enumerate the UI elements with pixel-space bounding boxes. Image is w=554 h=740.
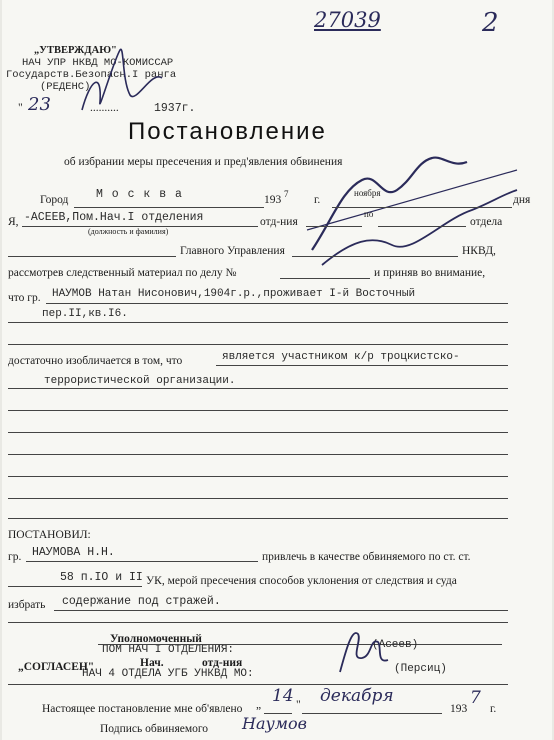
- city-month: ноября: [354, 188, 381, 198]
- authorized-line2: НАЧ 4 ОТДЕЛА УГБ УНКВД МО:: [82, 668, 254, 680]
- incriminated-underline: [216, 365, 508, 366]
- accused-value: НАУМОВА Н.Н.: [32, 546, 115, 559]
- accused-text: привлечь в качестве обвиняемого по ст. ст.: [262, 551, 471, 563]
- authorized-bottom-line: [8, 684, 508, 685]
- officer-caption: (должность и фамилия): [88, 227, 169, 236]
- blank-line3: [8, 432, 508, 433]
- announce-year-g: г.: [490, 703, 497, 715]
- measure-underline: [54, 610, 508, 611]
- measure-prefix: избрать: [8, 599, 46, 611]
- resolved-heading: ПОСТАНОВИЛ:: [8, 529, 91, 541]
- signature-label: Подпись обвиняемого: [100, 723, 209, 735]
- gu-right-underline: [292, 256, 458, 257]
- subject-underline: [46, 303, 508, 304]
- page-subtitle: об избрании меры пресечения и пред'явления обвинения: [64, 156, 343, 168]
- incriminated-underline2: [8, 388, 508, 389]
- otd-nia-underline: [306, 226, 362, 227]
- document-page: [2, 0, 552, 740]
- agreed-label: „СОГЛАСЕН": [18, 661, 95, 673]
- gu-left-underline: [8, 256, 176, 257]
- blank-line5: [8, 476, 508, 477]
- announce-text: Настоящее постановление мне об'явлено: [42, 703, 243, 715]
- archive-number: 27039: [314, 8, 381, 32]
- city-label: Город: [40, 194, 69, 206]
- nach-otd-nia: отд-ния: [202, 657, 243, 669]
- articles-value: 58 п.IO и II: [60, 571, 143, 584]
- incriminated-prefix: достаточно изобличается в том, что: [8, 355, 183, 367]
- blank-line7: [8, 518, 508, 519]
- case-underline: [280, 278, 370, 279]
- authorized-name1: (Асеев): [372, 639, 419, 651]
- approval-title: „УТВЕРЖДАЮ": [34, 45, 117, 56]
- city-underline: [74, 207, 264, 208]
- articles-underline: [8, 586, 142, 587]
- announce-year-prefix: 193: [450, 703, 468, 715]
- authorized-underline: [98, 644, 502, 645]
- announce-day: 14: [272, 686, 294, 706]
- city-year-g: г.: [314, 194, 321, 206]
- approval-date-quote: ": [18, 102, 23, 114]
- authorized-label: Уполномоченный: [110, 633, 202, 645]
- approval-line3: (РЕДЕНС): [40, 81, 91, 93]
- officer-otdela: отдела: [470, 216, 503, 228]
- gu-nkvd: НКВД,: [462, 245, 496, 257]
- officer-otd-nia: отд-ния: [260, 216, 298, 228]
- blank-line2: [8, 410, 508, 411]
- authorized-line1: ПОМ НАЧ I ОТДЕЛЕНИЯ:: [102, 644, 235, 656]
- case-text: рассмотрев следственный материал по делу №: [8, 267, 237, 279]
- subject-line2: пер.II,кв.I6.: [42, 308, 128, 320]
- approval-line2: Государств.Безопасн.I ранга: [6, 69, 177, 81]
- officer-prefix: Я,: [8, 216, 19, 228]
- city-year-suffix: 7: [284, 189, 289, 199]
- accused-underline: [26, 561, 258, 562]
- blank-line1: [8, 344, 508, 345]
- approval-signature-icon: [62, 40, 182, 120]
- announce-month-underline: [302, 713, 442, 714]
- announce-month: декабря: [320, 686, 394, 706]
- sheet-number: 2: [482, 8, 499, 38]
- subject-value: НАУМОВ Натан Нисонович,1904г.р.,проживает I-й Восточный: [52, 288, 416, 300]
- blank-line4: [8, 454, 508, 455]
- authorized-signature-icon: [332, 620, 392, 680]
- articles-text: УК, мерой пресечения способов уклонения от следствия и суда: [146, 575, 457, 587]
- blank-line6: [8, 498, 508, 499]
- subject-prefix: что гр.: [8, 292, 41, 304]
- accused-prefix: гр.: [8, 551, 22, 563]
- approval-year: 1937г.: [154, 102, 196, 115]
- announce-q2: ": [296, 699, 301, 711]
- approval-date-day: 23: [28, 94, 51, 115]
- accused-signature: Наумов: [242, 714, 307, 733]
- nach-label: Нач.: [140, 657, 164, 669]
- officer-value: -АСЕЕВ,Пом.Нач.I отделения: [24, 211, 204, 224]
- otdela-underline: [378, 226, 466, 227]
- month-underline: [332, 207, 512, 208]
- subject-underline2: [8, 322, 508, 323]
- officer-po: по: [364, 209, 374, 219]
- page-title: Постановление: [128, 118, 327, 145]
- city-year-prefix: 193: [264, 194, 282, 206]
- case-tail: и приняв во внимание,: [374, 267, 486, 279]
- approval-date-dots: ..........: [90, 102, 119, 114]
- blank-line8: [8, 622, 508, 623]
- city-value: М о с к в а: [96, 188, 183, 201]
- incriminated-value: является участником к/р троцкистско-: [222, 351, 460, 363]
- measure-value: содержание под стражей.: [62, 595, 221, 608]
- gu-main: Главного Управления: [180, 245, 285, 257]
- incriminated-line2: террористической организации.: [44, 375, 236, 387]
- authorized-name2: (Персиц): [394, 663, 447, 675]
- day-label: дня: [513, 194, 531, 206]
- announce-year-suffix: 7: [470, 688, 481, 708]
- approval-line1: НАЧ УПР НКВД МО-КОМИССАР: [22, 57, 174, 69]
- announce-q1: „: [256, 699, 262, 711]
